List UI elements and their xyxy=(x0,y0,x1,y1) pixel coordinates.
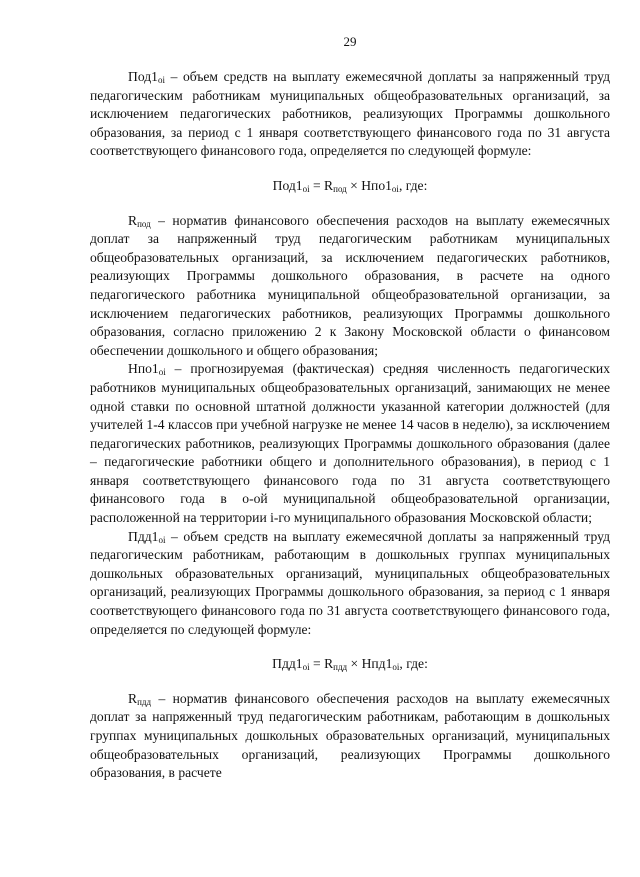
paragraph-rpod-definition xyxy=(90,212,610,361)
formula-times-n: × Нпд1 xyxy=(347,656,393,672)
formula-lhs-subscript: oi xyxy=(302,662,310,673)
paragraph-rpdd-definition xyxy=(90,690,610,783)
term: R xyxy=(128,690,138,706)
paragraph-text: – объем средств на выплату ежемесячной доплаты за напряженный труд педагогическим работникам, работающим в дошкольных группах муниципальных дошкольных образовательных организаций, муниципальных общеобразовательных организаций, реализующих Программы дошкольного образования, за период с 1 января соответствующего финансового года по 31 августа соответствующего финансового года, определяется по следующей формуле: xyxy=(90,528,610,637)
paragraph-text: – норматив финансового обеспечения расходов на выплату ежемесячных доплат за напряженный труд педагогическим работникам муниципальных общеобразовательных организаций, за исключением педагогических работников, реализующих Программы дошкольного образования, в расчете на одного педагогического работника муниципальной общеобразовательной организации, за исключением педагогических работников, реализующих Программы дошкольного образования, согласно приложению 2 к Закону Московской области о финансовом обеспечении дошкольного и общего образования; xyxy=(90,212,610,358)
formula-equals-r: = R xyxy=(309,177,334,193)
paragraph-npo1-definition xyxy=(90,360,610,527)
paragraph-text: – объем средств на выплату ежемесячной доплаты за напряженный труд педагогическим работникам муниципальных общеобразовательных организаций, за исключением педагогических работников, реализующих Программы дошкольного образования, за период с 1 января соответствующего финансового года по 31 августа соответствующего финансового года, определяется по следующей формуле: xyxy=(90,69,610,159)
paragraph-pdd1-definition xyxy=(90,528,610,640)
formula-equals-r: = R xyxy=(309,656,334,672)
term: Под1 xyxy=(128,69,158,84)
term: Пдд1 xyxy=(128,528,159,544)
formula-n-subscript: oi xyxy=(392,662,400,673)
formula-tail: , где: xyxy=(398,177,428,193)
paragraph-pod1-definition xyxy=(90,68,610,161)
page-number: 29 xyxy=(343,34,357,49)
term-subscript: oi xyxy=(157,75,165,85)
formula-lhs: Под1 xyxy=(272,177,303,193)
formula-n-subscript: oi xyxy=(391,183,399,194)
formula-times-n: × Нпо1 xyxy=(346,177,392,193)
formula-pdd1 xyxy=(90,655,610,674)
term-subscript: oi xyxy=(158,367,166,378)
formula-tail: , где: xyxy=(399,656,428,672)
term-subscript: под xyxy=(137,218,151,229)
paragraph-text: – прогнозируемая (фактическая) средняя численность педагогических работников муниципальных общеобразовательных организаций, занимающих не менее одной ставки по основной штатной должности указанной категории должностей (для учителей 1-4 классов при учебной нагрузке не менее 14 часов в неделю), за исключением педагогических работников, реализующих Программы дошкольного образования (далее – педагогические работники общего и дополнительного образования), в период с 1 января соответствующего финансового года по 31 августа соответствующего финансового года в o-ой муниципальной общеобразовательной организации, расположенной на территории i-го муниципального образования Московской области; xyxy=(90,361,610,526)
formula-lhs: Пдд1 xyxy=(272,656,303,672)
formula-pod1 xyxy=(90,177,610,196)
formula-r-subscript: под xyxy=(333,183,347,194)
formula-r-subscript: пдд xyxy=(333,662,348,673)
paragraph-text: – норматив финансового обеспечения расходов на выплату ежемесячных доплат за напряженный труд педагогическим работникам, работающим в дошкольных группах муниципальных дошкольных образовательных организаций, муниципальных общеобразовательных организаций, реализующих Программы дошкольного образования, в расчете xyxy=(90,690,610,781)
term: Нпо1 xyxy=(128,361,159,377)
formula-lhs-subscript: oi xyxy=(302,183,310,194)
term-subscript: oi xyxy=(158,534,166,545)
term: R xyxy=(128,212,138,228)
term-subscript: пдд xyxy=(137,696,152,707)
